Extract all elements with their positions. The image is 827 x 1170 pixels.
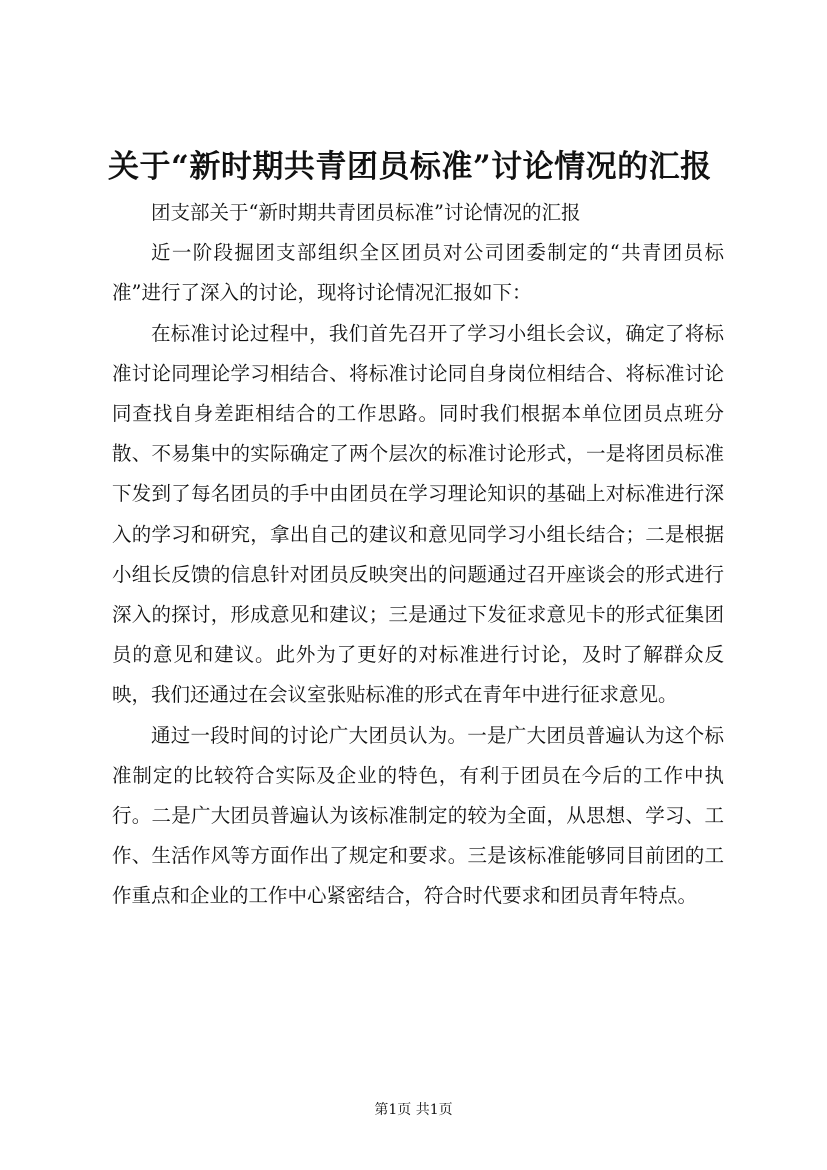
paragraph-process: 在标准讨论过程中，我们首先召开了学习小组长会议，确定了将标准讨论同理论学习相结合、将标准讨论同自身岗位相结合、将标准讨论同查找自身差距相结合的工作思路。同时我们根据本单位团员点班分散、不易集中的实际确定了两个层次的标准讨论形式，一是将团员标准下发到了每名团员的手中由团员在学习理论知识的基础上对标准进行深入的学习和研究，拿出自己的建议和意见同学习小组长结合；二是根据小组长反馈的信息针对团员反映突出的问题通过召开座谈会的形式进行深入的探讨，形成意见和建议；三是通过下发征求意见卡的形式征集团员的意见和建议。此外为了更好的对标准进行讨论，及时了解群众反映，我们还通过在会议室张贴标准的形式在青年中进行征求意见。: [112, 321, 724, 707]
page-footer: 第1页 共1页: [374, 1102, 453, 1118]
paragraph-intro: 近一阶段掘团支部组织全区团员对公司团委制定的“共青团员标准”进行了深入的讨论，现将讨论情况汇报如下：: [112, 241, 724, 305]
paragraph-subtitle: 团支部关于“新时期共青团员标准”讨论情况的汇报: [151, 201, 581, 224]
paragraph-conclusion: 通过一段时间的讨论广大团员认为。一是广大团员普遍认为这个标准制定的比较符合实际及企业的特色，有利于团员在今后的工作中执行。二是广大团员普遍认为该标准制定的较为全面，从思想、学习、工作、生活作风等方面作出了规定和要求。三是该标准能够同目前团的工作重点和企业的工作中心紧密结合，符合时代要求和团员青年特点。: [112, 723, 724, 908]
document-body: [112, 193, 724, 917]
document-title: 关于“新时期共青团员标准”讨论情况的汇报: [108, 149, 712, 185]
